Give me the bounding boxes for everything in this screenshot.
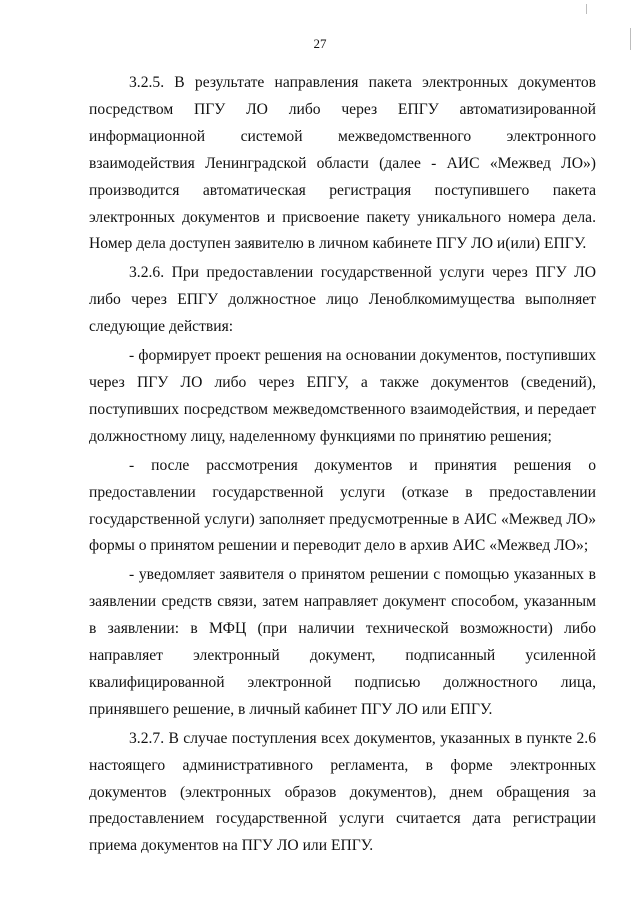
list-item-notify-applicant: - уведомляет заявителя о принятом решении с помощью указанных в заявлении средств связи, затем направляет документ способом, указанным в заявлении: в МФЦ (при наличии технической возможности) либо направляет электронный документ, подписанный усиленной квалифицированной электронной подписью должностного лица, принявшего решение, в личный кабинет ПГУ ЛО или ЕПГУ. xyxy=(89,566,596,718)
list-item-form-draft: - формирует проект решения на основании документов, поступивших через ПГУ ЛО либо через ЕПГУ, а также документов (сведений), поступивших посредством межведомственного взаимодействия, и передает должностному лицу, наделенному функциями по принятию решения; xyxy=(89,347,596,445)
paragraph-3-2-5: 3.2.5. В результате направления пакета электронных документов посредством ПГУ ЛО либо через ЕПГУ автоматизированной информационной системой межведомственного электронного взаимодействия Ленинградской области (далее - АИС «Межвед ЛО») производится автоматическая регистрация поступившего пакета электронных документов и присвоение пакету уникального номера дела. Номер дела доступен заявителю в личном кабинете ПГУ ЛО и(или) ЕПГУ. xyxy=(89,74,596,253)
list-item-fill-forms: - после рассмотрения документов и принятия решения о предоставлении государственной услуги (отказе в предоставлении государственной услуги) заполняет предусмотренные в АИС «Межвед ЛО» формы о принятом решении и переводит дело в архив АИС «Межвед ЛО»; xyxy=(89,456,596,555)
scan-edge-mark xyxy=(586,4,587,14)
paragraph-3-2-7: 3.2.7. В случае поступления всех документов, указанных в пункте 2.6 настоящего административного регламента, в форме электронных документов (электронных образов документов), днем обращения за предоставлением государственной услуги считается дата регистрации приема документов на ПГУ ЛО или ЕПГУ. xyxy=(89,729,596,855)
page-number: 27 xyxy=(313,36,327,51)
document-body xyxy=(89,70,596,860)
paragraph-3-2-6: 3.2.6. При предоставлении государственной услуги через ПГУ ЛО либо через ЕПГУ должностное лицо Леноблкомимущества выполняет следующие действия: xyxy=(89,264,596,336)
